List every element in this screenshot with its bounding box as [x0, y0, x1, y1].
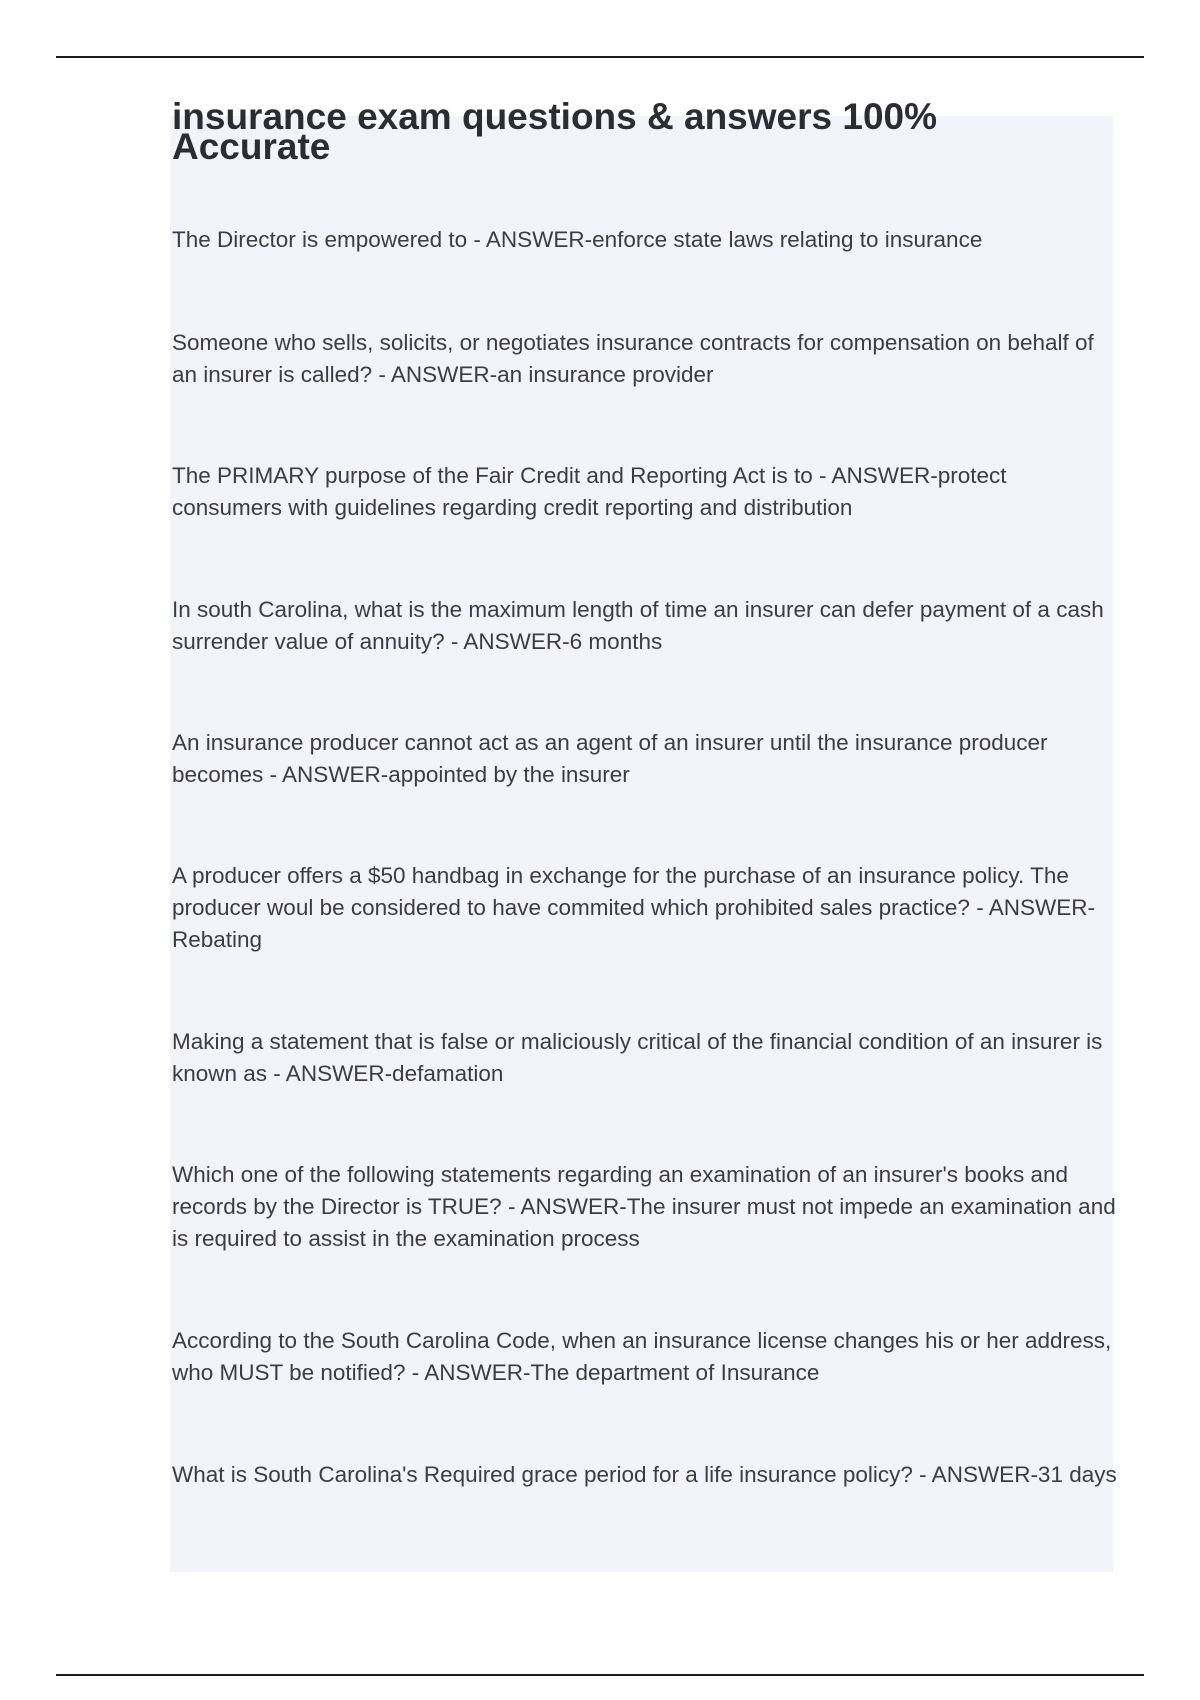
bottom-rule: [56, 1674, 1144, 1676]
document-title: insurance exam questions & answers 100% Accurate: [172, 96, 938, 167]
qa-item-7: Making a statement that is false or maliciously critical of the financial condition of an insurer is known as - ANSWER-defamation: [172, 1029, 1103, 1086]
qa-item-3: The PRIMARY purpose of the Fair Credit and Reporting Act is to - ANSWER-protect consumers with guidelines regarding credit reporting and distribution: [172, 463, 1007, 520]
qa-item-4: In south Carolina, what is the maximum length of time an insurer can defer payment of a cash surrender value of annuity? - ANSWER-6 months: [172, 597, 1104, 654]
qa-item-9: According to the South Carolina Code, when an insurance license changes his or her address, who MUST be notified? - ANSWER-The department of Insurance: [172, 1328, 1112, 1385]
qa-item-5: An insurance producer cannot act as an agent of an insurer until the insurance producer becomes - ANSWER-appointed by the insurer: [172, 730, 1048, 787]
qa-item-1: The Director is empowered to - ANSWER-enforce state laws relating to insurance: [172, 227, 983, 252]
qa-item-10: What is South Carolina's Required grace period for a life insurance policy? - ANSWER-31 days: [172, 1462, 1117, 1487]
top-rule: [56, 56, 1144, 58]
qa-item-8: Which one of the following statements regarding an examination of an insurer's books and records by the Director is TRUE? - ANSWER-The insurer must not impede an examination and is required to assist in the examination process: [172, 1162, 1116, 1251]
qa-item-2: Someone who sells, solicits, or negotiates insurance contracts for compensation on behalf of an insurer is called? - ANSWER-an insurance provider: [172, 330, 1094, 387]
qa-item-6: A producer offers a $50 handbag in exchange for the purchase of an insurance policy. The producer woul be considered to have commited which prohibited sales practice? - ANSWER-Rebating: [172, 863, 1095, 952]
